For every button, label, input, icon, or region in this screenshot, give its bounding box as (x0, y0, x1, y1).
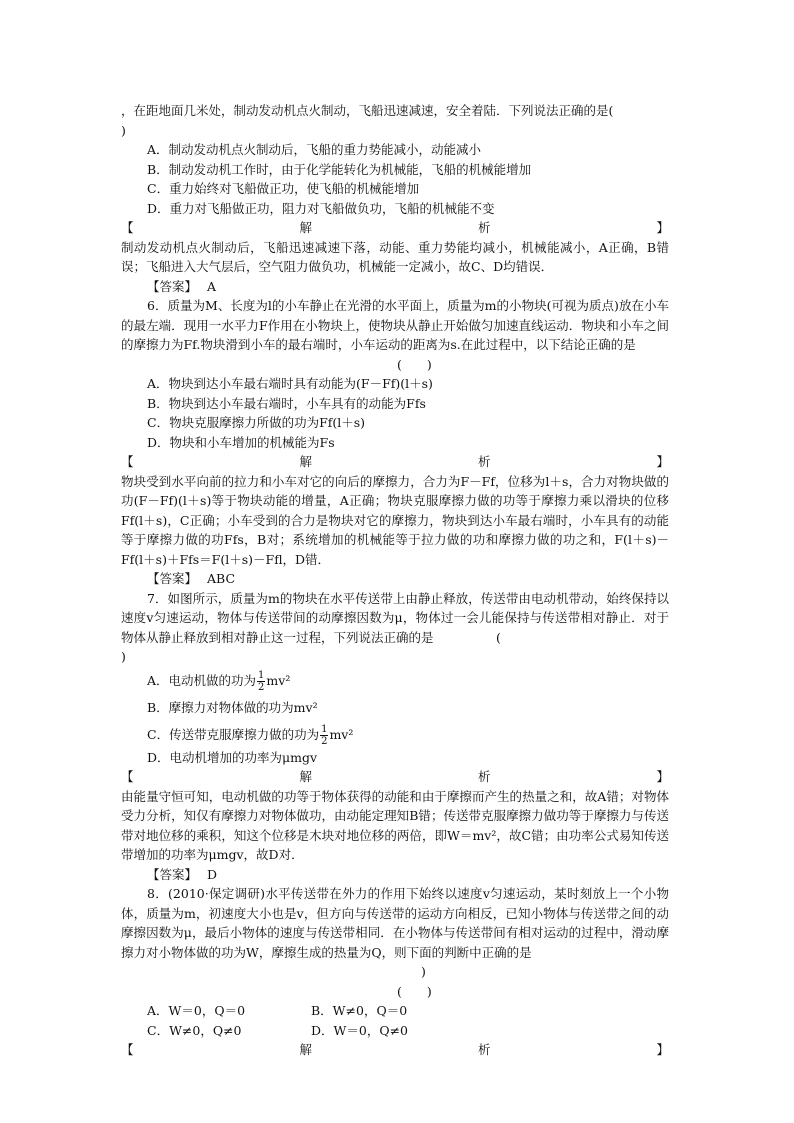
q6-option-a: A．物块到达小车最右端时具有动能为(F－Ff)(l＋s) (147, 376, 433, 391)
option-c-text: C．传送带克服摩擦力做的功为 (147, 726, 320, 742)
q5-stem-line-1: ，在距地面几米处，制动发动机点火制动，飞船迅速减速，安全着陆．下列说法正确的是( (121, 103, 614, 118)
q5-analysis-text: 制动发动机点火制动后，飞船迅速减速下落，动能、重力势能均减小，机械能减小，A正确，B错误；飞船进入大气层后，空气阻力做负功，机械能一定减小，故C、D均错误． (121, 239, 669, 274)
q6-analysis-heading (121, 452, 669, 472)
q8-option-b: B．W≠0，Q＝0 (311, 1003, 408, 1018)
q6-stem: 6．质量为M、长度为l的小车静止在光滑的水平面上，质量为m的小物块(可视为质点)放在小车的最左端．现用一水平力F作用在小物块上，使物块从静止开始做匀加速直线运动．物块和小车之间的摩擦力为Ff.物块滑到小车的最右端时，小车运动的距离为s.在此过程中，以下结论正确的是 (121, 298, 669, 352)
q8-option-a: A．W＝0，Q＝0 (147, 1003, 246, 1018)
q6-option-c: C．物块克服摩擦力所做的功为Ff(l＋s) (147, 415, 366, 430)
q8-analysis-heading (121, 1040, 669, 1060)
q5-option-a: A．制动发动机点火制动后，飞船的重力势能减小，动能减小 (147, 142, 482, 157)
q7-stem-end: ) (121, 649, 126, 664)
q7-option-b: B．摩擦力对物体做的功为mv² (147, 699, 318, 715)
q7-option-d: D．电动机增加的功率为μmgv (147, 749, 318, 765)
answer-label: 【答案】 (147, 866, 198, 882)
fraction-denominator: 2 (321, 735, 328, 747)
answer-value: A (207, 278, 217, 294)
bracket-open: 【 (121, 220, 134, 235)
q7-option-a (121, 667, 669, 694)
answer-value: D (207, 866, 218, 882)
heading-char-jie: 解 (299, 220, 312, 235)
option-a-tail: mv² (266, 672, 291, 688)
fraction-denominator: 2 (258, 681, 265, 693)
q8-paren-close: ) (421, 964, 426, 979)
answer-label: 【答案】 (147, 278, 198, 294)
heading-char-jie: 解 (299, 454, 312, 469)
bracket-close: 】 (656, 1042, 669, 1057)
q8-options-row-2 (121, 1021, 669, 1041)
q5-option-b: B．制动发动机工作时，由于化学能转化为机械能，飞船的机械能增加 (147, 161, 532, 177)
fraction-numerator: 1 (321, 723, 328, 735)
bracket-close: 】 (656, 454, 669, 469)
q5-stem-line-2: ) (121, 122, 126, 138)
page-content (121, 101, 669, 1060)
q8-stem: 8．(2010·保定调研)水平传送带在外力的作用下始终以速度v匀速运动，某时刻放上一个小物体，质量为m，初速度大小也是v，但方向与传送带的运动方向相反，已知小物体与传送带之间的动摩擦因数为μ，最后小物体的速度与传送带相同．在小物体与传送带间有相对运动的过程中，滑动摩擦力对小物体做的功为W，摩擦生成的热量为Q，则下面的判断中正确的是 (121, 886, 669, 960)
heading-char-xi: 析 (477, 220, 491, 235)
heading-char-jie: 解 (299, 769, 312, 784)
q8-answer-paren: ( ) (397, 983, 432, 999)
q7-analysis-text: 由能量守恒可知，电动机做的功等于物体获得的动能和由于摩擦而产生的热量之和，故A错；对物体受力分析，知仅有摩擦力对物体做功，由动能定理知B错；传送带克服摩擦力做功等于摩擦力与传送带对地位移的乘积，知这个位移是木块对地位移的两倍，即W＝mv²，故C错；由功率公式易知传送带增加的功率为μmgv，故D对． (121, 788, 669, 862)
option-c-tail: mv² (329, 726, 354, 742)
bracket-close: 】 (656, 220, 669, 235)
fraction-one-half (320, 724, 328, 747)
q6-analysis-text: 物块受到水平向前的拉力和小车对它的向后的摩擦力，合力为F－Ff，位移为l＋s，合力对物块做的功(F－Ff)(l＋s)等于物块动能的增量，A正确；物块克服摩擦力做的功等于摩擦力乘以滑块的位移Ff(l＋s)，C正确；小车受到的合力是物块对它的摩擦力，物块到达小车最右端时，小车具有的动能等于摩擦力做的功Ffs，B对；系统增加的机械能等于拉力做的功和摩擦力做的功之和，F(l＋s)－Ff(l＋s)＋Ffs＝F(l＋s)－Ffl，D错． (121, 473, 669, 567)
option-a-text: A．电动机做的功为 (147, 672, 257, 688)
q5-analysis-heading (121, 218, 669, 238)
bracket-open: 【 (121, 1042, 134, 1057)
bracket-open: 【 (121, 454, 134, 469)
fraction-numerator: 1 (258, 669, 265, 681)
q7-option-c (121, 721, 669, 748)
heading-char-xi: 析 (477, 454, 491, 469)
q8-option-c: C．W≠0，Q≠0 (147, 1022, 242, 1038)
answer-value: ABC (207, 571, 236, 586)
bracket-close: 】 (656, 769, 669, 784)
q5-option-d: D．重力对飞船做正功，阻力对飞船做负功，飞船的机械能不变 (147, 200, 495, 216)
q7-analysis-heading (121, 767, 669, 787)
answer-label: 【答案】 (147, 571, 198, 586)
q6-answer (121, 569, 669, 589)
q7-stem: 7．如图所示，质量为m的物块在水平传送带上由静止释放，传送带由电动机带动，始终保持以速度v匀速运动，物体与传送带间的动摩擦因数为μ，物体过一会儿能保持与传送带相对静止．对于物体从静止释放到相对静止这一过程，下列说法正确的是 ( (121, 590, 669, 645)
q6-option-d: D．物块和小车增加的机械能为Fs (147, 434, 335, 450)
heading-char-xi: 析 (477, 769, 491, 784)
fraction-one-half (257, 670, 265, 693)
heading-char-xi: 析 (477, 1042, 491, 1057)
q5-option-c: C．重力始终对飞船做正功，使飞船的机械能增加 (147, 181, 420, 196)
heading-char-jie: 解 (299, 1042, 312, 1057)
bracket-open: 【 (121, 769, 134, 784)
q8-options-row-1 (121, 1001, 669, 1021)
q6-answer-paren: ( ) (397, 356, 432, 372)
q8-option-d: D．W＝0，Q≠0 (311, 1022, 408, 1038)
q6-option-b: B．物块到达小车最右端时，小车具有的动能为Ffs (147, 395, 426, 411)
q7-answer (121, 865, 669, 885)
q5-answer (121, 277, 669, 297)
